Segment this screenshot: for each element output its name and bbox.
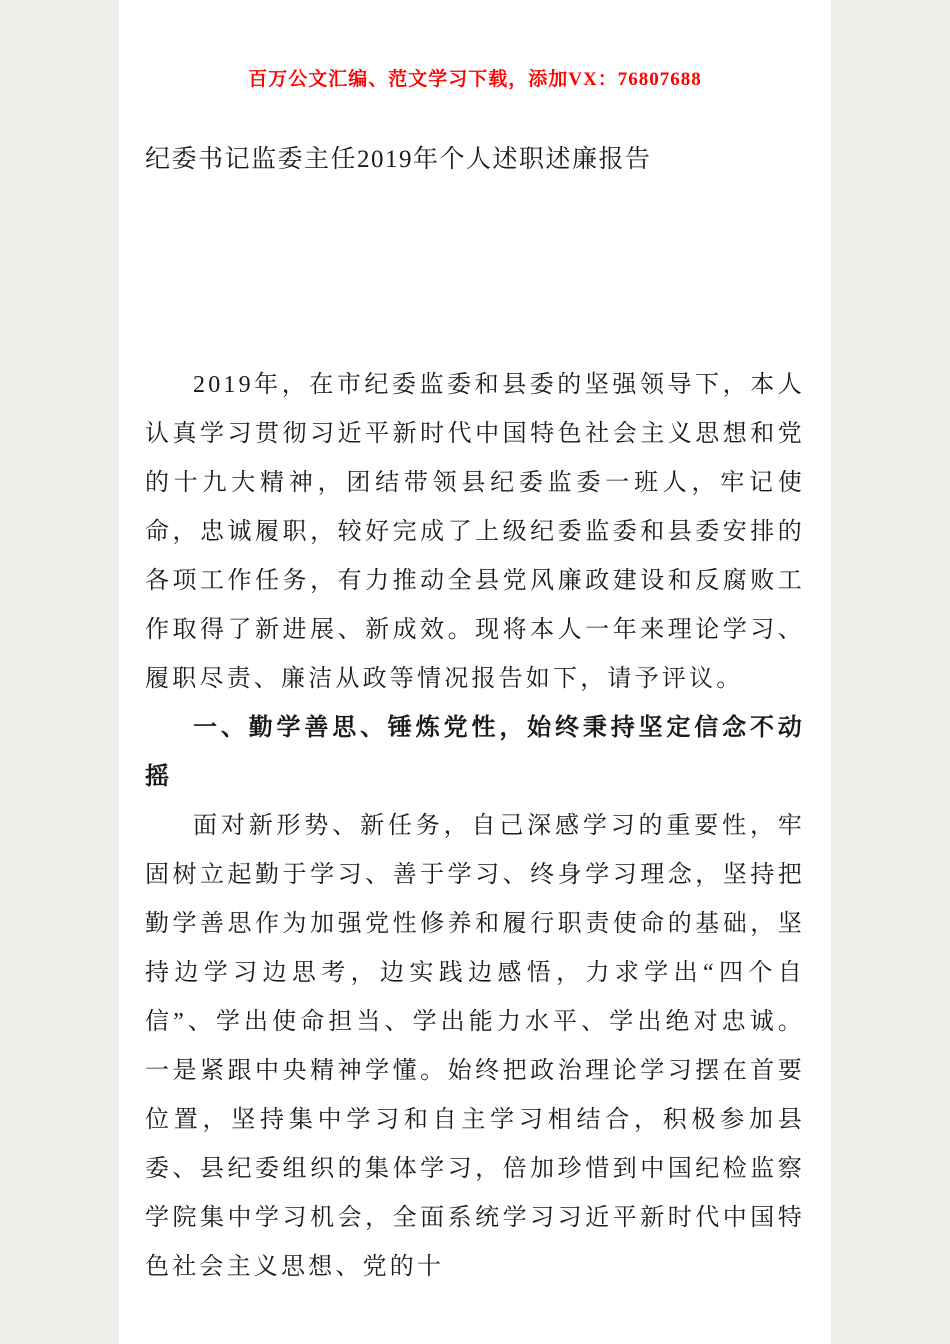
right-page-margin bbox=[831, 0, 950, 1344]
left-page-margin bbox=[0, 0, 119, 1344]
paragraph-intro: 2019年，在市纪委监委和县委的坚强领导下，本人认真学习贯彻习近平新时代中国特色社会主义思想和党的十九大精神，团结带领县纪委监委一班人，牢记使命，忠诚履职，较好完成了上级纪委监委和县委安排的各项工作任务，有力推动全县党风廉政建设和反腐败工作取得了新进展、新成效。现将本人一年来理论学习、履职尽责、廉洁从政等情况报告如下，请予评议。 bbox=[145, 372, 805, 692]
document-title: 纪委书记监委主任2019年个人述职述廉报告 bbox=[145, 146, 652, 173]
paragraph-section-body: 面对新形势、新任务，自己深感学习的重要性，牢固树立起勤于学习、善于学习、终身学习理念，坚持把勤学善思作为加强党性修养和履行职责使命的基础，坚持边学习边思考，边实践边感悟，力求学出“四个自信”、学出使命担当、学出能力水平、学出绝对忠诚。一是紧跟中央精神学懂。始终把政治理论学习摆在首要位置，坚持集中学习和自主学习相结合，积极参加县委、县纪委组织的集体学习，倍加珍惜到中国纪检监察学院集中学习机会，全面系统学习习近平新时代中国特色社会主义思想、党的十 bbox=[145, 813, 805, 1280]
document-body bbox=[119, 361, 831, 1292]
paragraph-section-heading: 一、勤学善思、锤炼党性，始终秉持坚定信念不动摇 bbox=[145, 715, 805, 790]
document-page bbox=[119, 0, 831, 1344]
promo-notice-text: 百万公文汇编、范文学习下载，添加VX：76807688 bbox=[248, 69, 702, 90]
